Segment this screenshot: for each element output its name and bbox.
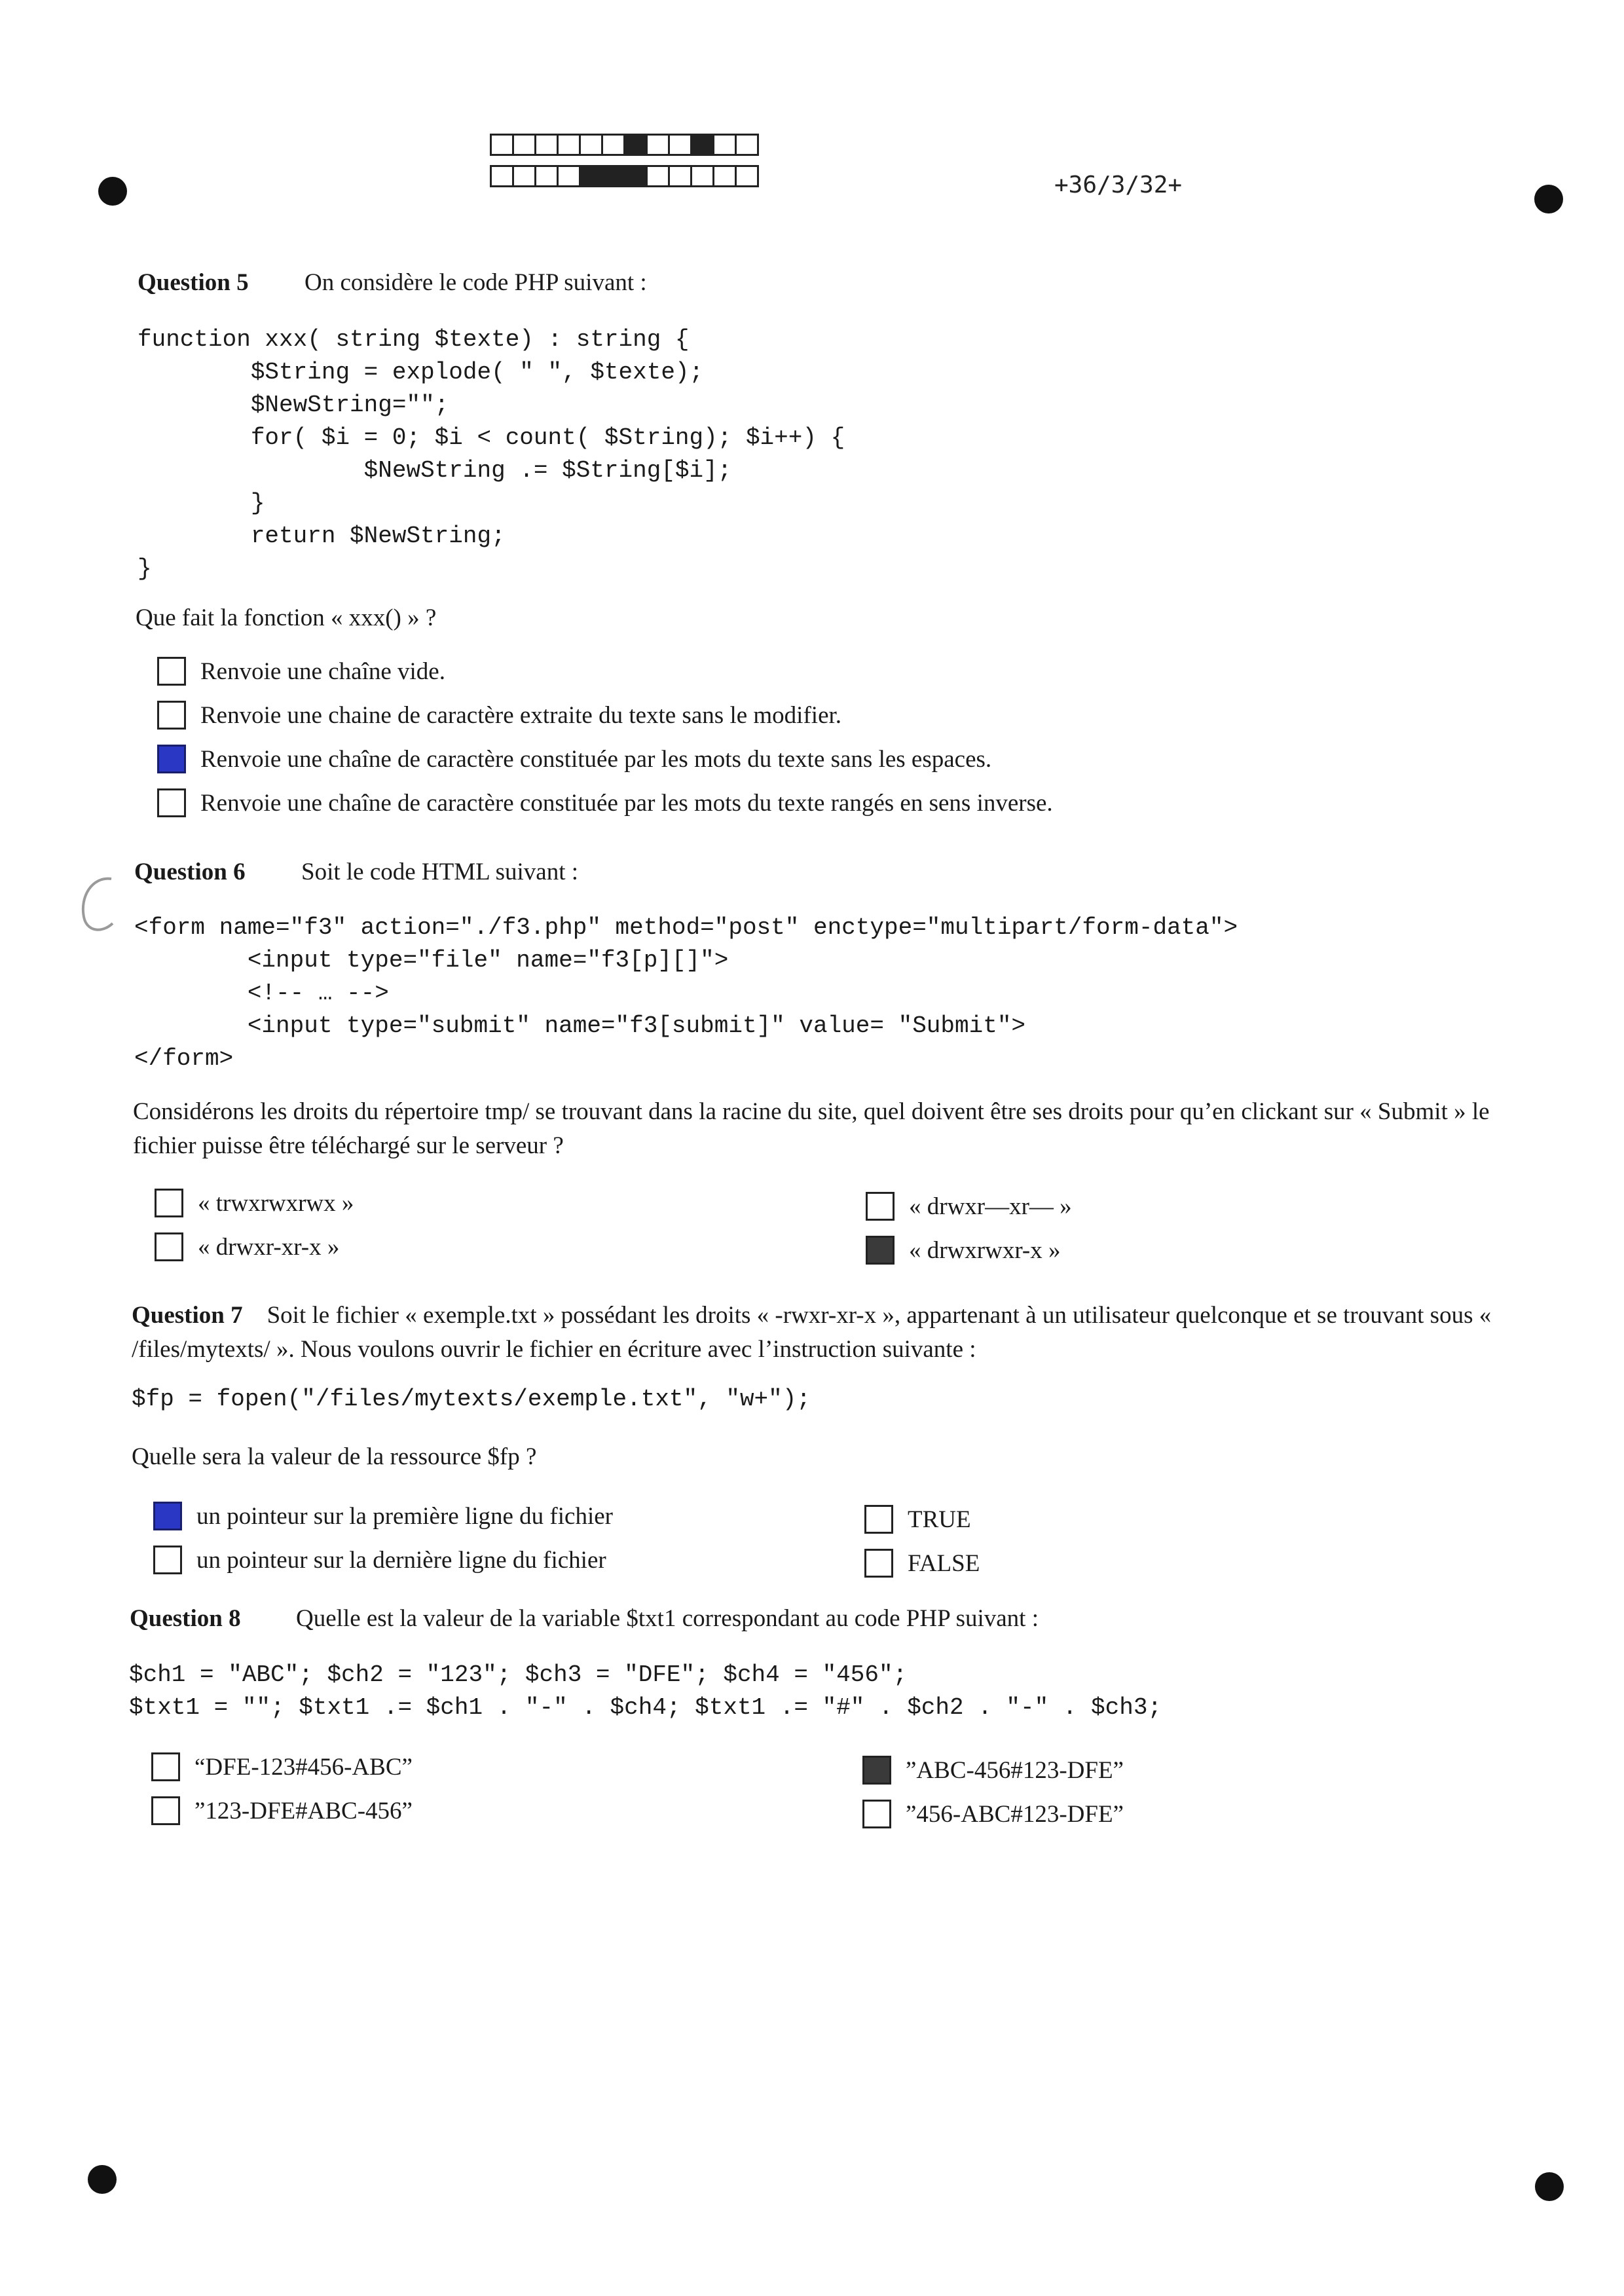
question-5-option-3[interactable] (157, 745, 991, 773)
checkbox[interactable] (157, 701, 186, 730)
question-8-option-1[interactable] (151, 1752, 413, 1781)
barcode-cell (690, 134, 714, 156)
option-label: ”456-ABC#123-DFE” (906, 1800, 1124, 1828)
corner-marker-top-left (98, 177, 127, 206)
checkbox-checked[interactable] (157, 745, 186, 773)
barcode-cell (623, 165, 648, 187)
checkbox[interactable] (864, 1549, 893, 1578)
checkbox-checked[interactable] (862, 1756, 891, 1785)
checkbox[interactable] (862, 1800, 891, 1828)
barcode-cell (668, 134, 692, 156)
page-code: +36/3/32+ (1054, 172, 1183, 198)
option-label: “DFE-123#456-ABC” (194, 1753, 413, 1781)
checkbox[interactable] (155, 1232, 183, 1261)
question-6-code: <form name="f3" action="./f3.php" method="post" enctype="multipart/form-data"> <input type="file" name="f3[p][]"> <!-- … --> <input type="submit" name="f3[submit]" value= "Submit"> </form> (134, 914, 1238, 1072)
question-5-option-4[interactable] (157, 788, 1053, 817)
option-label: « trwxrwxrwx » (198, 1189, 354, 1217)
question-7-prompt: Quelle sera la valeur de la ressource $fp ? (132, 1443, 537, 1470)
barcode-cell (623, 134, 648, 156)
checkbox[interactable] (151, 1796, 180, 1825)
barcode-cell (668, 165, 692, 187)
question-7-option-2[interactable] (153, 1546, 606, 1574)
barcode-cell (534, 134, 559, 156)
question-7-option-1[interactable] (153, 1502, 613, 1530)
question-7-label: Question 7 (132, 1302, 243, 1329)
barcode-cell (512, 134, 536, 156)
barcode-row-2 (490, 165, 757, 187)
option-label: TRUE (908, 1506, 971, 1533)
checkbox[interactable] (157, 788, 186, 817)
question-8-intro: Quelle est la valeur de la variable $txt1 correspondant au code PHP suivant : (296, 1605, 1039, 1632)
question-5-option-2[interactable] (157, 701, 841, 730)
checkbox[interactable] (153, 1546, 182, 1574)
option-label: ”ABC-456#123-DFE” (906, 1756, 1124, 1784)
checkbox-checked[interactable] (866, 1236, 895, 1265)
question-6-label: Question 6 (134, 859, 246, 885)
corner-marker-bottom-right (1535, 2172, 1564, 2201)
corner-marker-bottom-left (88, 2165, 117, 2194)
question-8-code: $ch1 = "ABC"; $ch2 = "123"; $ch3 = "DFE"; $ch4 = "456"; $txt1 = ""; $txt1 .= $ch1 . "-" . $ch4; $txt1 .= "#" . $ch2 . "-" . $ch3; (129, 1661, 1162, 1721)
checkbox[interactable] (155, 1189, 183, 1217)
barcode-cell (646, 134, 670, 156)
option-label: « drwxr—xr— » (909, 1193, 1072, 1220)
question-8-option-4[interactable] (862, 1800, 1124, 1828)
question-6-prompt: Considérons les droits du répertoire tmp/ se trouvant dans la racine du site, quel doivent être ses droits pour qu’en clickant sur « Submit » le fichier puisse être téléchargé sur le serveur ? (133, 1098, 1490, 1159)
question-6-option-4[interactable] (866, 1236, 1061, 1265)
question-5-intro: On considère le code PHP suivant : (304, 269, 647, 296)
barcode-cell (735, 134, 759, 156)
barcode-cell (601, 165, 625, 187)
question-7-code: $fp = fopen("/files/mytexts/exemple.txt", "w+"); (132, 1386, 811, 1413)
question-7-intro: Soit le fichier « exemple.txt » possédant les droits « -rwxr-xr-x », appartenant à un utilisateur quelconque et se trouvant sous « /files/mytexts/ ». Nous voulons ouvrir le fichier en écriture avec l’instruction suivante : (132, 1302, 1492, 1363)
question-7-option-3[interactable] (864, 1505, 971, 1534)
question-5-label: Question 5 (138, 269, 249, 296)
barcode-cell (690, 165, 714, 187)
barcode-cell (557, 134, 581, 156)
option-label: Renvoie une chaîne vide. (200, 657, 445, 685)
option-label: FALSE (908, 1549, 980, 1577)
barcode-cell (735, 165, 759, 187)
barcode-row-1 (490, 134, 757, 156)
option-label: ”123-DFE#ABC-456” (194, 1797, 413, 1824)
option-label: Renvoie une chaîne de caractère constituée par les mots du texte sans les espaces. (200, 745, 992, 773)
barcode-cell (646, 165, 670, 187)
question-6-intro: Soit le code HTML suivant : (301, 859, 579, 885)
question-5-option-1[interactable] (157, 657, 445, 686)
question-6-option-3[interactable] (866, 1192, 1072, 1221)
checkbox[interactable] (866, 1192, 895, 1221)
hand-drawn-circle-mark (72, 871, 131, 943)
question-6-option-1[interactable] (155, 1189, 354, 1217)
question-8-option-3[interactable] (862, 1756, 1124, 1785)
question-7-option-4[interactable] (864, 1549, 980, 1578)
corner-marker-top-right (1534, 185, 1563, 213)
checkbox-checked[interactable] (153, 1502, 182, 1530)
question-8-option-2[interactable] (151, 1796, 413, 1825)
question-7-intro-block (132, 1299, 1533, 1367)
barcode-cell (534, 165, 559, 187)
barcode-cell (601, 134, 625, 156)
option-label: un pointeur sur la première ligne du fichier (196, 1502, 613, 1530)
barcode-cell (512, 165, 536, 187)
barcode-cell (579, 165, 603, 187)
barcode-cell (579, 134, 603, 156)
checkbox[interactable] (864, 1505, 893, 1534)
option-label: « drwxr-xr-x » (198, 1233, 340, 1261)
option-label: Renvoie une chaîne de caractère constituée par les mots du texte rangés en sens inverse. (200, 789, 1053, 817)
checkbox[interactable] (157, 657, 186, 686)
barcode-cell (712, 134, 737, 156)
option-label: « drwxrwxr-x » (909, 1236, 1061, 1264)
barcode-cell (712, 165, 737, 187)
barcode-cell (557, 165, 581, 187)
option-label: un pointeur sur la dernière ligne du fichier (196, 1546, 606, 1574)
checkbox[interactable] (151, 1752, 180, 1781)
question-6-option-2[interactable] (155, 1232, 339, 1261)
question-8-label: Question 8 (130, 1605, 241, 1632)
question-5-code: function xxx( string $texte) : string { $String = explode( " ", $texte); $NewString=""; for( $i = 0; $i < count( $String); $i++) { $NewString .= $String[$i]; } return $NewString; } (138, 326, 845, 582)
barcode-cell (490, 134, 514, 156)
question-5-prompt: Que fait la fonction « xxx() » ? (136, 604, 437, 631)
barcode-cell (490, 165, 514, 187)
option-label: Renvoie une chaine de caractère extraite du texte sans le modifier. (200, 701, 842, 729)
